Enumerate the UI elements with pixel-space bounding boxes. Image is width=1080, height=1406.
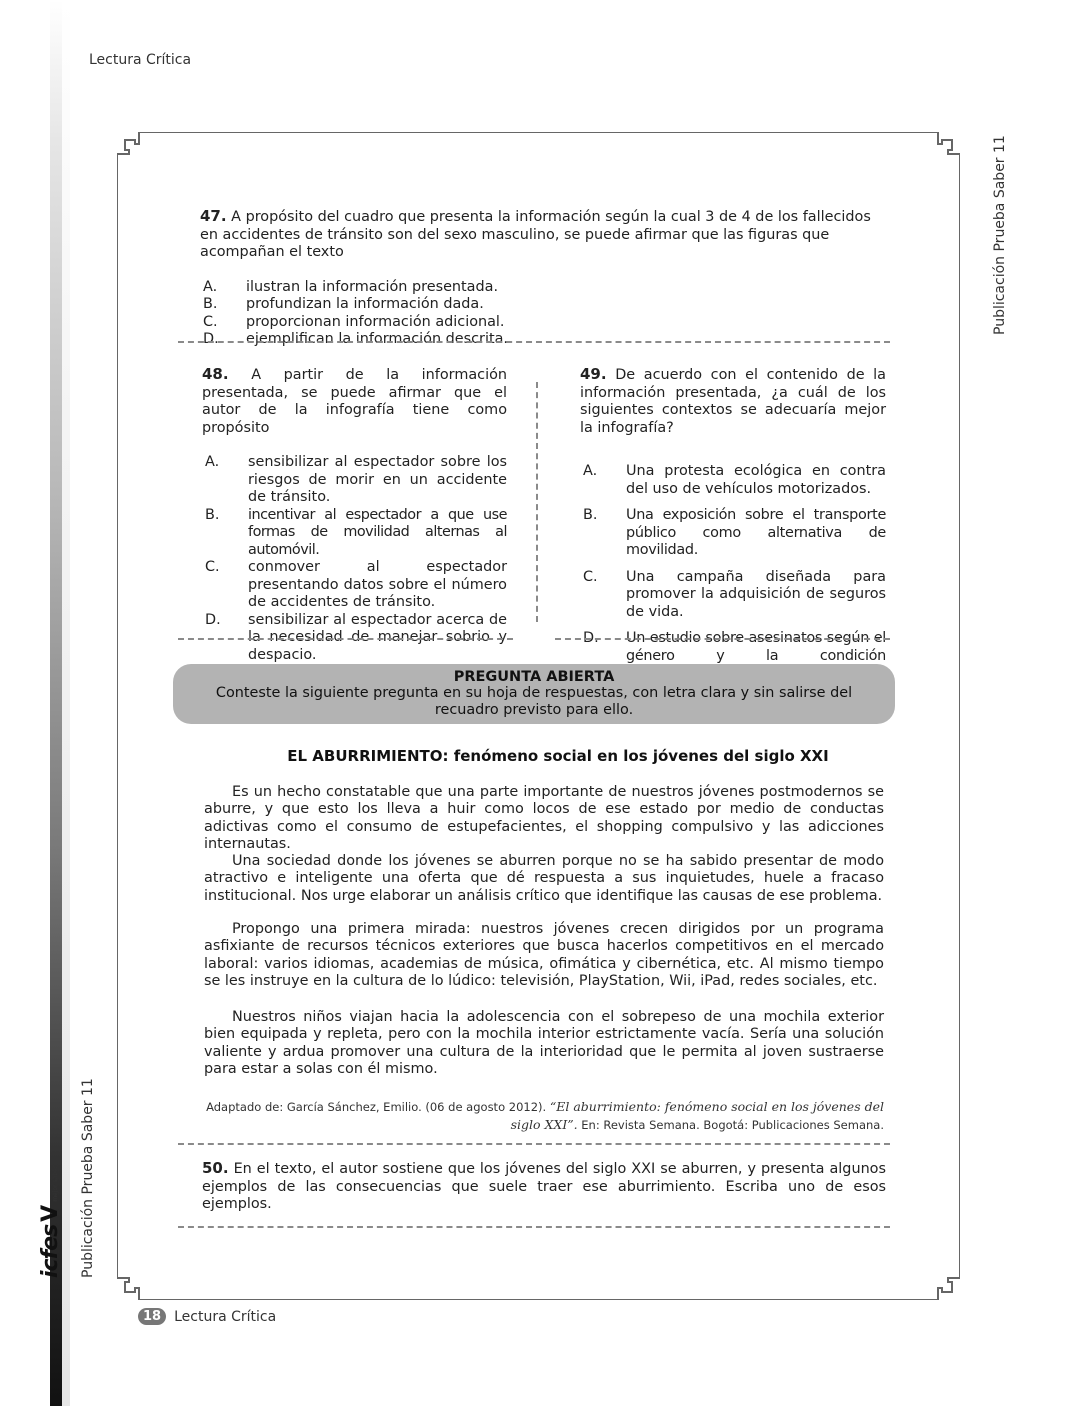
q48-option[interactable]	[202, 454, 507, 507]
q48-options	[202, 454, 507, 664]
open-question-instructions: Conteste la siguiente pregunta en su hoja de respuestas, con letra clara y sin salirse del recuadro previsto para ello.	[215, 685, 853, 718]
option-letter: B.	[203, 296, 218, 312]
option-text: Una campaña diseñada para promover la adquisición de seguros de vida.	[626, 568, 886, 620]
q49-option[interactable]	[580, 507, 886, 560]
q50-number: 50.	[202, 1159, 229, 1177]
column-divider	[536, 382, 538, 622]
q48-option[interactable]	[202, 507, 507, 560]
page-number-badge: 18	[138, 1308, 166, 1325]
logo-tagline: mejor saber	[52, 1165, 59, 1202]
option-letter: D.	[205, 611, 221, 628]
q47-options	[200, 279, 890, 349]
q47-option[interactable]	[200, 296, 890, 314]
article-title: EL ABURRIMIENTO: fenómeno social en los jóvenes del siglo XXI	[287, 747, 829, 765]
option-text: Una protesta ecológica en contra del uso de vehículos motorizados.	[626, 463, 886, 497]
option-text: sensibilizar al espectador sobre los riesgos de morir en un accidente de tránsito.	[248, 454, 507, 505]
option-letter: D.	[203, 331, 219, 347]
q48-option[interactable]	[202, 559, 507, 612]
q49-options	[580, 463, 886, 683]
q50-text: En el texto, el autor sostiene que los jóvenes del siglo XXI se aburren, y presenta algunos ejemplos de las consecuencias que suele traer ese aburrimiento. Escriba uno de esos ejemplos.	[202, 1161, 886, 1212]
side-label-left: Publicación Prueba Saber 11	[80, 1078, 96, 1278]
running-header: Lectura Crítica	[89, 52, 192, 68]
q50-stem	[202, 1160, 886, 1214]
q47-stem	[200, 208, 890, 262]
q47-text: A propósito del cuadro que presenta la información según la cual 3 de 4 de los fallecidos en accidentes de tránsito son del sexo masculino, se puede afirmar que las figuras que acompañan el texto	[200, 209, 871, 260]
divider	[178, 1143, 890, 1145]
option-text: profundizan la información dada.	[246, 296, 484, 312]
option-letter: D.	[583, 630, 599, 646]
option-text: proporcionan información adicional.	[246, 313, 505, 330]
option-text: Una exposición sobre el transporte público como alternativa de movilidad.	[626, 507, 886, 558]
question-50	[202, 1160, 886, 1214]
option-letter: C.	[205, 559, 220, 575]
citation-suffix: En: Revista Semana. Bogotá: Publicaciones Semana.	[577, 1118, 884, 1132]
article-paragraph: Nuestros niños viajan hacia la adolescencia con el sobrepeso de una mochila exterior bien equipada y repleta, pero con la mochila interior estrictamente vacía. Sería una solución valiente y ardua promover una cultura de la interioridad que le permita al joven sustraerse para estar a solas con él mismo.	[204, 1009, 884, 1078]
logo-check-mark: V	[38, 1204, 63, 1222]
divider	[178, 1226, 890, 1228]
q47-number: 47.	[200, 207, 227, 225]
q48-text: A partir de la información presentada, se puede afirmar que el autor de la infografía tiene como propósito	[202, 367, 507, 436]
article-paragraph: Es un hecho constatable que una parte importante de nuestros jóvenes postmodernos se aburre, y que esto los lleva a huir como locos de ese estado por medio de conductas adictivas como el consumo de estupefacientes, el shopping compulsivo y las adicciones internautas.	[204, 784, 884, 853]
option-text: ejemplifican la información descrita.	[246, 331, 508, 347]
q48-number: 48.	[202, 365, 229, 383]
option-letter: A.	[205, 454, 220, 470]
q47-option[interactable]	[200, 331, 890, 349]
option-text: conmover al espectador presentando datos sobre el número de accidentes de tránsito.	[248, 559, 507, 610]
q49-option[interactable]	[580, 569, 886, 622]
option-letter: A.	[583, 463, 598, 479]
question-49	[580, 366, 886, 683]
icfes-logo	[38, 1166, 63, 1278]
option-letter: C.	[583, 568, 598, 585]
q49-option[interactable]	[580, 463, 886, 498]
article-citation	[204, 1098, 884, 1134]
page-footer	[138, 1308, 276, 1325]
option-text: incentivar al espectador a que use formas de movilidad alternas al automóvil.	[248, 506, 507, 558]
q49-stem	[580, 366, 886, 437]
article-paragraph: Una sociedad donde los jóvenes se aburren porque no se ha sabido presentar de modo atractivo e inteligente una oferta que dé respuesta a sus inquietudes, huele a fracaso institucional. Nos urge elaborar un análisis crítico que identifique las causas de ese problema.	[204, 853, 884, 904]
divider	[178, 638, 513, 640]
divider	[178, 341, 890, 343]
q48-stem	[202, 366, 507, 437]
q49-number: 49.	[580, 365, 607, 383]
q47-option[interactable]	[200, 314, 890, 332]
option-text: Un estudio sobre asesinatos según el género y la condición	[626, 630, 886, 664]
open-question-banner	[173, 664, 895, 724]
option-letter: A.	[203, 278, 218, 295]
option-letter: C.	[203, 313, 218, 330]
left-gradient-shadow	[62, 0, 70, 1406]
article-paragraph: Propongo una primera mirada: nuestros jóvenes crecen dirigidos por un programa asfixiante de recursos técnicos exteriores que busca hacerlos competitivos en el mercado laboral: varios idiomas, academias de música, ofimática y cibernética, etc. Al mismo tiempo se les instruye en la cultura de lo lúdico: televisión, PlayStation, Wii, iPad, redes sociales, etc.	[204, 921, 884, 990]
option-text: ilustran la información presentada.	[246, 278, 499, 295]
q47-option[interactable]	[200, 279, 890, 297]
footer-label: Lectura Crítica	[174, 1308, 277, 1325]
question-48	[202, 366, 507, 664]
question-47	[200, 208, 890, 349]
open-question-title: PREGUNTA ABIERTA	[453, 669, 615, 685]
logo-main-text: icfes	[38, 1224, 63, 1278]
citation-title: “El aburrimiento: fenómeno social en los jóvenes del siglo XXI”.	[510, 1099, 884, 1132]
q49-text: De acuerdo con el contenido de la información presentada, ¿a cuál de los siguientes contextos se adecuaría mejor la infografía?	[580, 367, 887, 436]
option-letter: B.	[205, 506, 220, 523]
side-label-right: Publicación Prueba Saber 11	[992, 135, 1008, 335]
option-letter: B.	[583, 507, 598, 523]
citation-prefix: Adaptado de: García Sánchez, Emilio. (06 de agosto 2012).	[206, 1100, 550, 1114]
option-text: sensibilizar al espectador acerca de la necesidad de manejar sobrio y despacio.	[248, 611, 507, 663]
divider	[555, 638, 890, 640]
